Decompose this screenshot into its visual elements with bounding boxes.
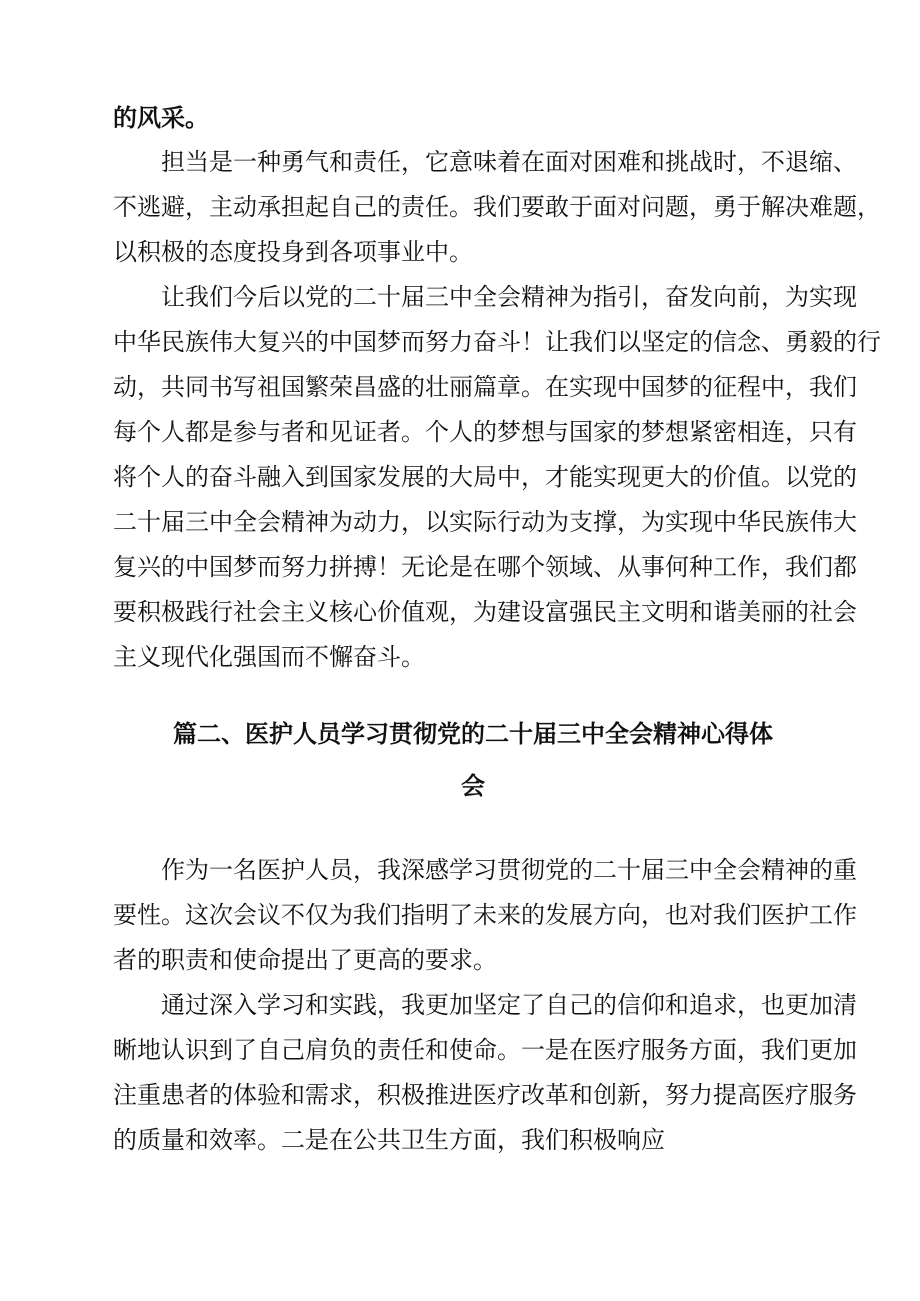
paragraph-1	[113, 140, 881, 275]
text-line: 要性。这次会议不仅为我们指明了未来的发展方向，也对我们医护工作	[113, 901, 857, 929]
section-title	[113, 708, 833, 812]
section-title-line: 会	[461, 771, 485, 800]
text-line: 以积极的态度投身到各项事业中。	[113, 238, 473, 266]
text-line: 主义现代化强国而不懈奋斗。	[113, 643, 425, 671]
paragraph-4	[113, 983, 857, 1163]
text-line: 每个人都是参与者和见证者。个人的梦想与国家的梦想紧密相连，只有	[113, 418, 857, 446]
text-line: 二十届三中全会精神为动力，以实际行动为支撑，为实现中华民族伟大	[113, 508, 857, 536]
text-line: 让我们今后以党的二十届三中全会精神为指引，奋发向前，为实现	[161, 283, 857, 311]
text-line: 作为一名医护人员，我深感学习贯彻党的二十届三中全会精神的重	[161, 856, 857, 884]
text-line: 者的职责和使命提出了更高的要求。	[113, 946, 497, 974]
section-title-line: 篇二、医护人员学习贯彻党的二十届三中全会精神心得体	[173, 719, 773, 748]
text-line: 的质量和效率。二是在公共卫生方面，我们积极响应	[113, 1126, 665, 1154]
text-line: 注重患者的体验和需求，积极推进医疗改革和创新，努力提高医疗服务	[113, 1081, 857, 1109]
text-line: 晰地认识到了自己肩负的责任和使命。一是在医疗服务方面，我们更加	[113, 1036, 857, 1064]
paragraph-2	[113, 275, 881, 680]
opening-fragment	[113, 95, 833, 140]
paragraph-3	[113, 848, 857, 983]
text-line: 通过深入学习和实践，我更加坚定了自己的信仰和追求，也更加清	[161, 991, 857, 1019]
text-line: 动，共同书写祖国繁荣昌盛的壮丽篇章。在实现中国梦的征程中，我们	[113, 373, 857, 401]
text-line: 中华民族伟大复兴的中国梦而努力奋斗！让我们以坚定的信念、勇毅的行	[113, 328, 881, 356]
text-line: 的风采。	[113, 103, 209, 132]
text-line: 要积极践行社会主义核心价值观，为建设富强民主文明和谐美丽的社会	[113, 598, 857, 626]
text-line: 将个人的奋斗融入到国家发展的大局中，才能实现更大的价值。以党的	[113, 463, 857, 491]
text-line: 不逃避，主动承担起自己的责任。我们要敢于面对问题，勇于解决难题，	[113, 193, 881, 221]
text-line: 复兴的中国梦而努力拼搏！无论是在哪个领域、从事何种工作，我们都	[113, 553, 857, 581]
text-line: 担当是一种勇气和责任，它意味着在面对困难和挑战时，不退缩、	[161, 148, 857, 176]
